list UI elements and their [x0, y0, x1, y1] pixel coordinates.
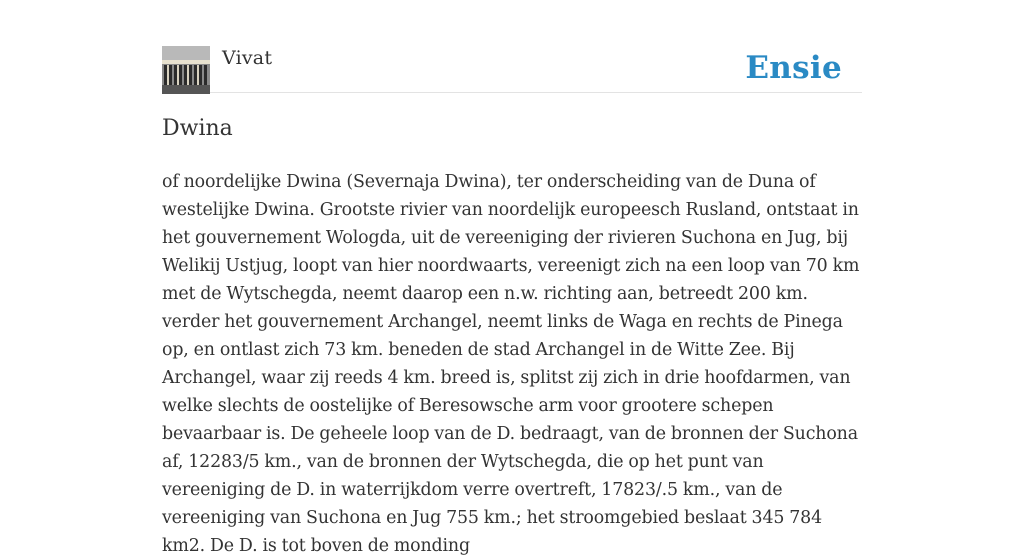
- header: [162, 46, 862, 93]
- author-avatar[interactable]: [162, 46, 210, 94]
- entry-title: Dwina: [162, 116, 233, 141]
- entry-body: of noordelijke Dwina (Severnaja Dwina), ter onderscheiding van de Duna of westelijke Dwina. Grootste rivier van noordelijk europeesch Rusland, ontstaat in het gouvernement Wologda, uit de vereeniging der rivieren Suchona en Jug, bij Welikij Ustjug, loopt van hier noordwaarts, vereenigt zich na een loop van 70 km met de Wytschegda, neemt daarop een n.w. richting aan, betreedt 200 km. verder het gouvernement Archangel, neemt links de Waga en rechts de Pinega op, en ontlast zich 73 km. beneden de stad Archangel in de Witte Zee. Bij Archangel, waar zij reeds 4 km. breed is, splitst zij zich in drie hoofdarmen, van welke slechts de oostelijke of Beresowsche arm voor grootere schepen bevaarbaar is. De geheele loop van de D. bedraagt, van de bronnen der Suchona af, 12283/5 km., van de bronnen der Wytschegda, die op het punt van vereeniging de D. in waterrijkdom verre overtreft, 17823/.5 km., van de vereeniging van Suchona en Jug 755 km.; het stroomgebied beslaat 345 784 km2. De D. is tot boven de monding: [162, 172, 860, 556]
- library-shelves-icon: [162, 46, 210, 94]
- brand-logo[interactable]: Ensie: [745, 50, 842, 86]
- author-name[interactable]: Vivat: [222, 47, 273, 69]
